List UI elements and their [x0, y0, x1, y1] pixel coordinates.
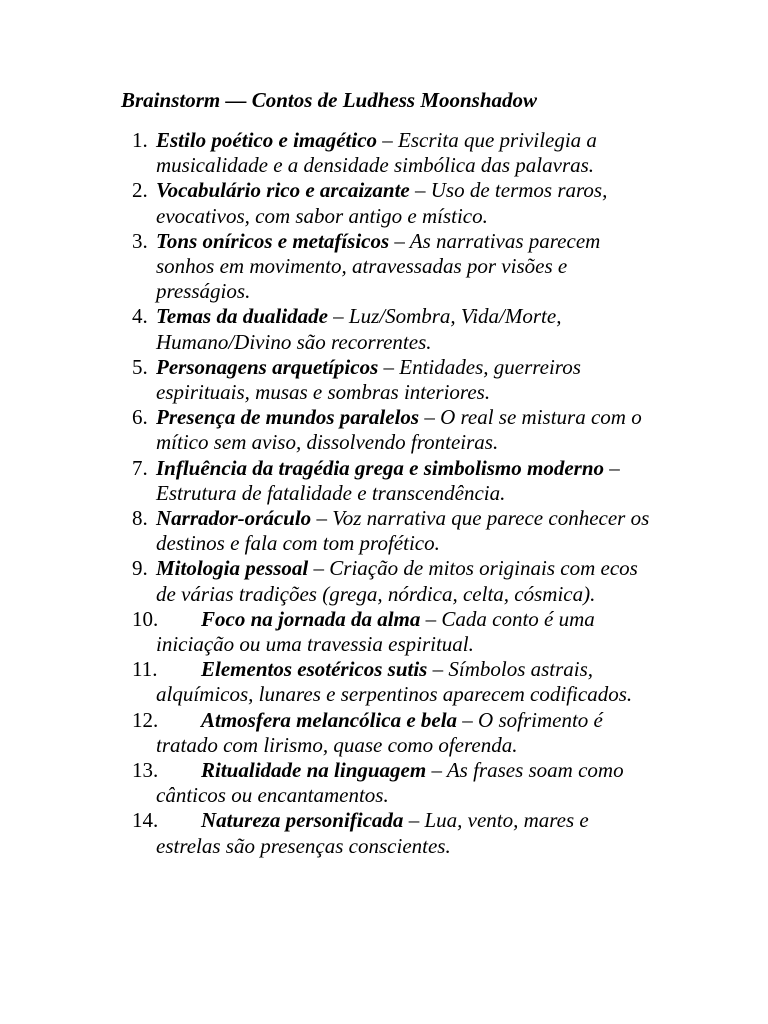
list-item-term: Personagens arquetípicos	[156, 354, 379, 379]
list-item	[0, 456, 652, 506]
list-item-description: – As frases soam como cânticos ou encantamentos.	[156, 758, 624, 808]
list-item-term: Mitologia pessoal	[156, 556, 309, 581]
list-item-description: – Lua, vento, mares e estrelas são presenças conscientes.	[156, 808, 589, 858]
list-item-description: – Escrita que privilegia a musicalidade e a densidade simbólica das palavras.	[156, 128, 597, 178]
list-item-number: 1.	[132, 128, 148, 152]
list-item-term: Presença de mundos paralelos	[156, 405, 420, 430]
list-item-term: Temas da dualidade	[156, 304, 328, 329]
list-item	[0, 506, 652, 556]
list-item	[0, 808, 652, 858]
list-item-number: 5.	[132, 354, 148, 379]
list-item-description: – O real se mistura com o mítico sem aviso, dissolvendo fronteiras.	[156, 405, 642, 455]
document-title: Brainstorm — Contos de Ludhess Moonshadow	[121, 88, 538, 112]
list-item	[0, 128, 652, 178]
list-item-description: – Uso de termos raros, evocativos, com sabor antigo e místico.	[156, 178, 608, 228]
list-item	[0, 708, 652, 758]
list-item-number: 10.	[132, 606, 159, 631]
list-item-number: 8.	[132, 506, 148, 531]
list-item-description: – As narrativas parecem sonhos em movimento, atravessadas por visões e presságios.	[156, 228, 601, 304]
list-item-number: 2.	[132, 178, 148, 203]
list-item-description: – Luz/Sombra, Vida/Morte, Humano/Divino são recorrentes.	[156, 304, 562, 354]
list-item-term: Influência da tragédia grega e simbolismo moderno	[156, 455, 605, 480]
list-item-number: 6.	[132, 405, 148, 430]
list-item-term: Foco na jornada da alma	[201, 606, 421, 631]
list-item-term: Estilo poético e imagético	[156, 128, 378, 152]
list-item	[0, 607, 652, 657]
list-item	[0, 304, 652, 354]
list-item-term: Atmosfera melancólica e bela	[201, 707, 458, 732]
list-item-term: Vocabulário rico e arcaizante	[156, 178, 410, 203]
list-item-term: Ritualidade na linguagem	[201, 758, 427, 783]
list-item	[0, 405, 652, 455]
list-item-term: Tons oníricos e metafísicos	[156, 228, 390, 253]
list-item-number: 9.	[132, 556, 148, 581]
list-item	[0, 178, 652, 228]
list-item-description: – Símbolos astrais, alquímicos, lunares e serpentinos aparecem codificados.	[156, 657, 633, 707]
list-item-term: Narrador-oráculo	[156, 506, 312, 531]
list-item-description: – O sofrimento é tratado com lirismo, quase como oferenda.	[156, 707, 603, 757]
list-item-description: – Estrutura de fatalidade e transcendência.	[156, 455, 620, 505]
list-item-number: 12.	[132, 707, 159, 732]
list-item-term: Natureza personificada	[201, 808, 404, 833]
list-item-term: Elementos esotéricos sutis	[201, 657, 428, 682]
list-item-number: 13.	[132, 758, 159, 783]
list-item-description: – Entidades, guerreiros espirituais, musas e sombras interiores.	[156, 354, 581, 405]
list-item	[0, 355, 652, 405]
list-item	[0, 229, 652, 305]
list-item-description: – Voz narrativa que parece conhecer os destinos e fala com tom profético.	[156, 506, 650, 556]
list-item	[0, 657, 652, 707]
brainstorm-list	[0, 128, 768, 859]
list-item-number: 11.	[132, 657, 158, 682]
list-item-number: 7.	[132, 455, 148, 480]
list-item	[0, 556, 652, 606]
list-item-number: 14.	[132, 808, 159, 833]
list-item-number: 3.	[132, 228, 148, 253]
list-item-number: 4.	[132, 304, 148, 329]
list-item	[0, 758, 652, 808]
list-item-description: – Cada conto é uma iniciação ou uma travessia espiritual.	[156, 606, 595, 657]
list-item-description: – Criação de mitos originais com ecos de várias tradições (grega, nórdica, celta, cósmica).	[156, 556, 638, 606]
